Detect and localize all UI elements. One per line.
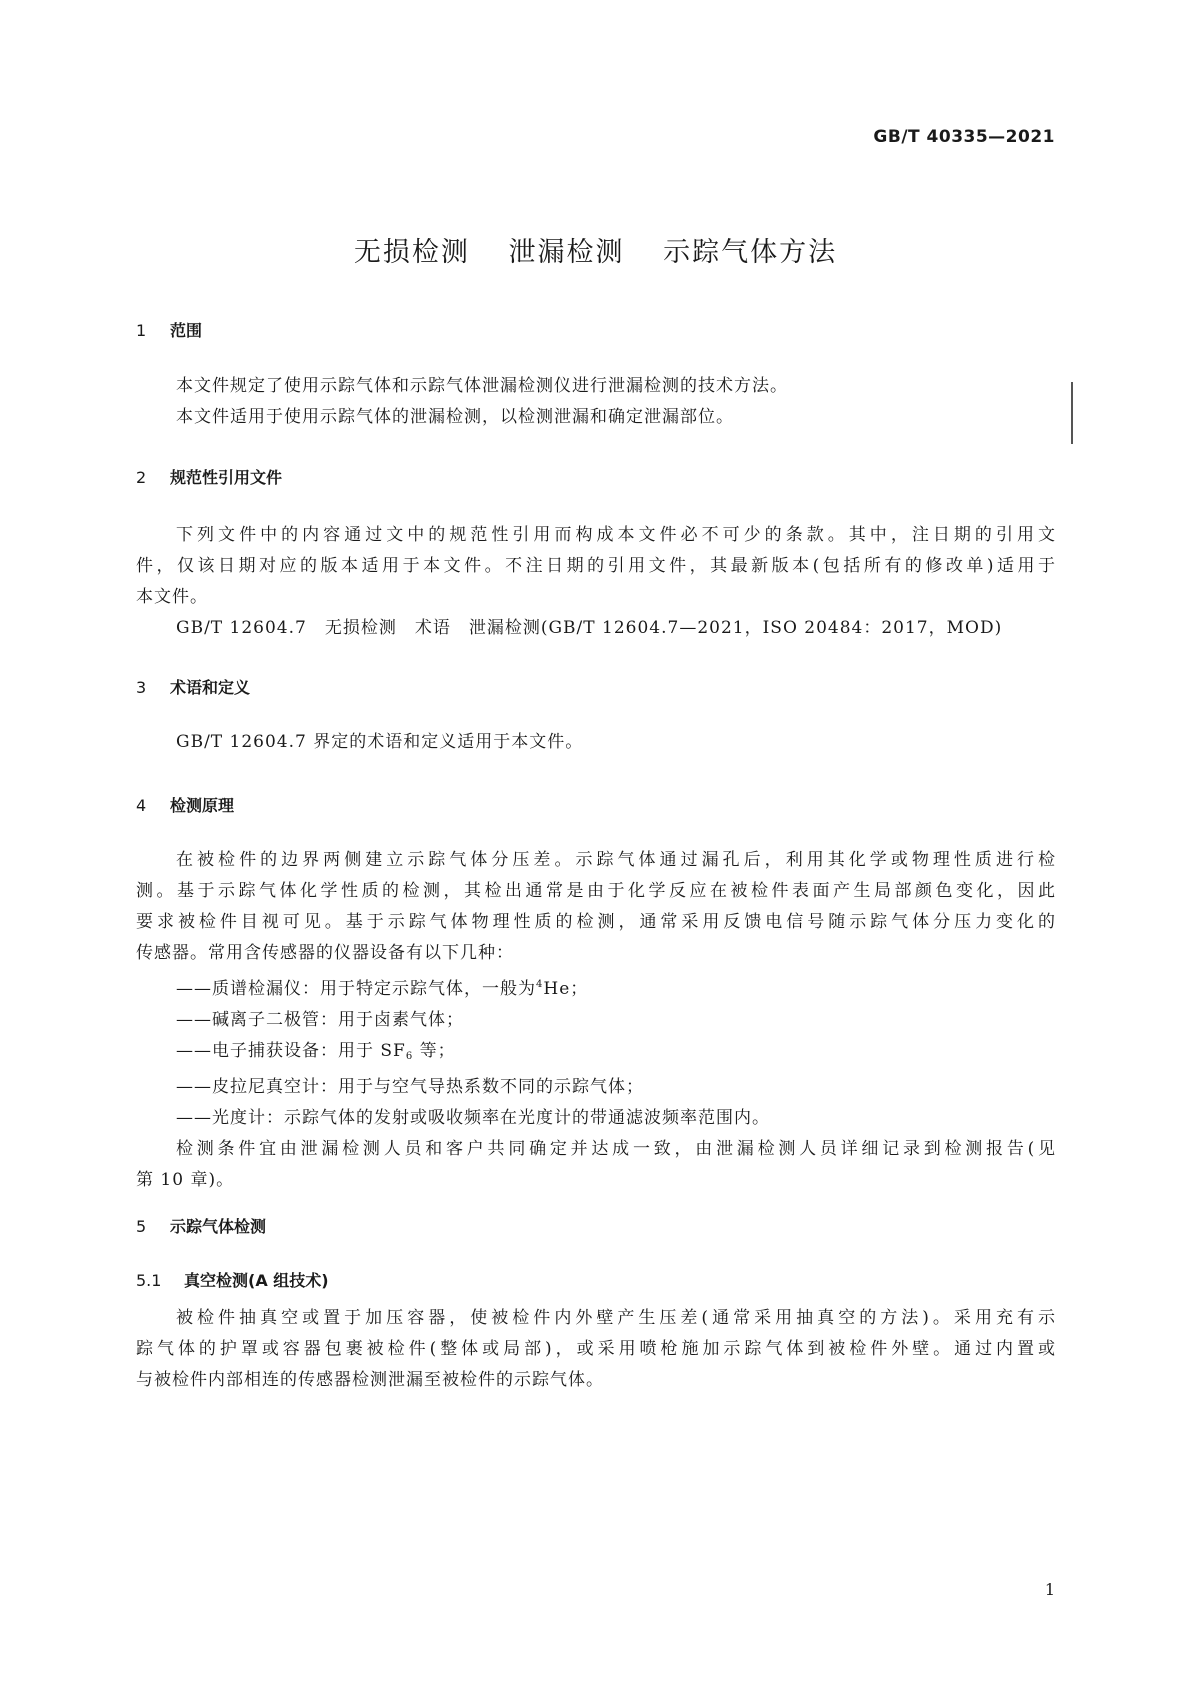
list-item: ——质谱检漏仪：用于特定示踪气体，一般为$^4$He；: [176, 979, 589, 999]
reference-entry: GB/T 12604.7 无损检测 术语 泄漏检测(GB/T 12604.7—2021，ISO 20484：2017，MOD): [176, 618, 1003, 638]
text-line: 测。基于示踪气体化学性质的检测，其检出通常是由于化学反应在被检件表面产生局部颜色变化，因此: [136, 881, 1056, 901]
text-line: 踪气体的护罩或容器包裹被检件(整体或局部)，或采用喷枪施加示踪气体到被检件外壁。通过内置或: [136, 1339, 1056, 1359]
text-line: 被检件抽真空或置于加压容器，使被检件内外壁产生压差(通常采用抽真空的方法)。采用充有示: [176, 1308, 1056, 1328]
references-paragraph: [136, 520, 1056, 644]
section-heading-normative-references: [136, 465, 282, 488]
text-line: 检测条件宜由泄漏检测人员和客户共同确定并达成一致，由泄漏检测人员详细记录到检测报告(见: [176, 1139, 1056, 1159]
section-heading-tracer-gas-testing: [136, 1214, 266, 1237]
section-heading-terms: [136, 675, 250, 698]
title-part: 示踪气体方法: [663, 237, 838, 268]
terms-paragraph: [136, 727, 1056, 758]
text-line: 件，仅该日期对应的版本适用于本文件。不注日期的引用文件，其最新版本(包括所有的修改单)适用于: [136, 556, 1056, 576]
section-title: 规范性引用文件: [170, 468, 283, 487]
vacuum-testing-paragraph: [136, 1303, 1056, 1396]
title-part: 泄漏检测: [508, 237, 625, 268]
section-heading-principle: [136, 793, 234, 816]
section-heading-scope: [136, 318, 202, 341]
section-title: 术语和定义: [170, 678, 251, 697]
page-number: 1: [1044, 1580, 1055, 1599]
text-line: 本文件规定了使用示踪气体和示踪气体泄漏检测仪进行泄漏检测的技术方法。: [176, 376, 788, 396]
text-line: 与被检件内部相连的传感器检测泄漏至被检件的示踪气体。: [136, 1370, 604, 1390]
subsection-number: 5.1: [136, 1271, 162, 1290]
principle-paragraph: [136, 845, 1056, 1196]
section-title: 范围: [170, 321, 203, 340]
margin-change-bar: [1071, 382, 1073, 444]
title-part: 无损检测: [353, 237, 470, 268]
text-line: 下列文件中的内容通过文中的规范性引用而构成本文件必不可少的条款。其中，注日期的引用文: [176, 525, 1056, 545]
text-line: 本文件适用于使用示踪气体的泄漏检测，以检测泄漏和确定泄漏部位。: [176, 407, 734, 427]
text-line: 要求被检件目视可见。基于示踪气体物理性质的检测，通常采用反馈电信号随示踪气体分压力变化的: [136, 912, 1056, 932]
list-item: ——碱离子二极管：用于卤素气体；: [176, 1010, 464, 1030]
scope-paragraph: [136, 371, 1056, 433]
section-number: 3: [136, 678, 147, 697]
standard-number: GB/T 40335—2021: [873, 127, 1055, 147]
section-number: 4: [136, 796, 147, 815]
document-title: [0, 230, 1191, 269]
text-line: GB/T 12604.7 界定的术语和定义适用于本文件。: [176, 732, 584, 752]
section-number: 1: [136, 321, 147, 340]
text-line: 在被检件的边界两侧建立示踪气体分压差。示踪气体通过漏孔后，利用其化学或物理性质进行检: [176, 850, 1056, 870]
list-item: ——电子捕获设备：用于 $SF_6$ 等；: [176, 1041, 456, 1062]
text-line: 本文件。: [136, 587, 208, 607]
list-item: ——皮拉尼真空计：用于与空气导热系数不同的示踪气体；: [176, 1077, 644, 1097]
list-item: ——光度计：示踪气体的发射或吸收频率在光度计的带通滤波频率范围内。: [176, 1108, 770, 1128]
section-title: 检测原理: [170, 796, 235, 815]
text-line: 第 10 章)。: [136, 1170, 235, 1190]
subsection-heading-vacuum-testing: [136, 1268, 329, 1291]
text-line: 传感器。常用含传感器的仪器设备有以下几种：: [136, 943, 514, 963]
section-number: 5: [136, 1217, 147, 1236]
section-number: 2: [136, 468, 147, 487]
section-title: 示踪气体检测: [170, 1217, 267, 1236]
subsection-title: 真空检测(A 组技术): [184, 1271, 329, 1290]
